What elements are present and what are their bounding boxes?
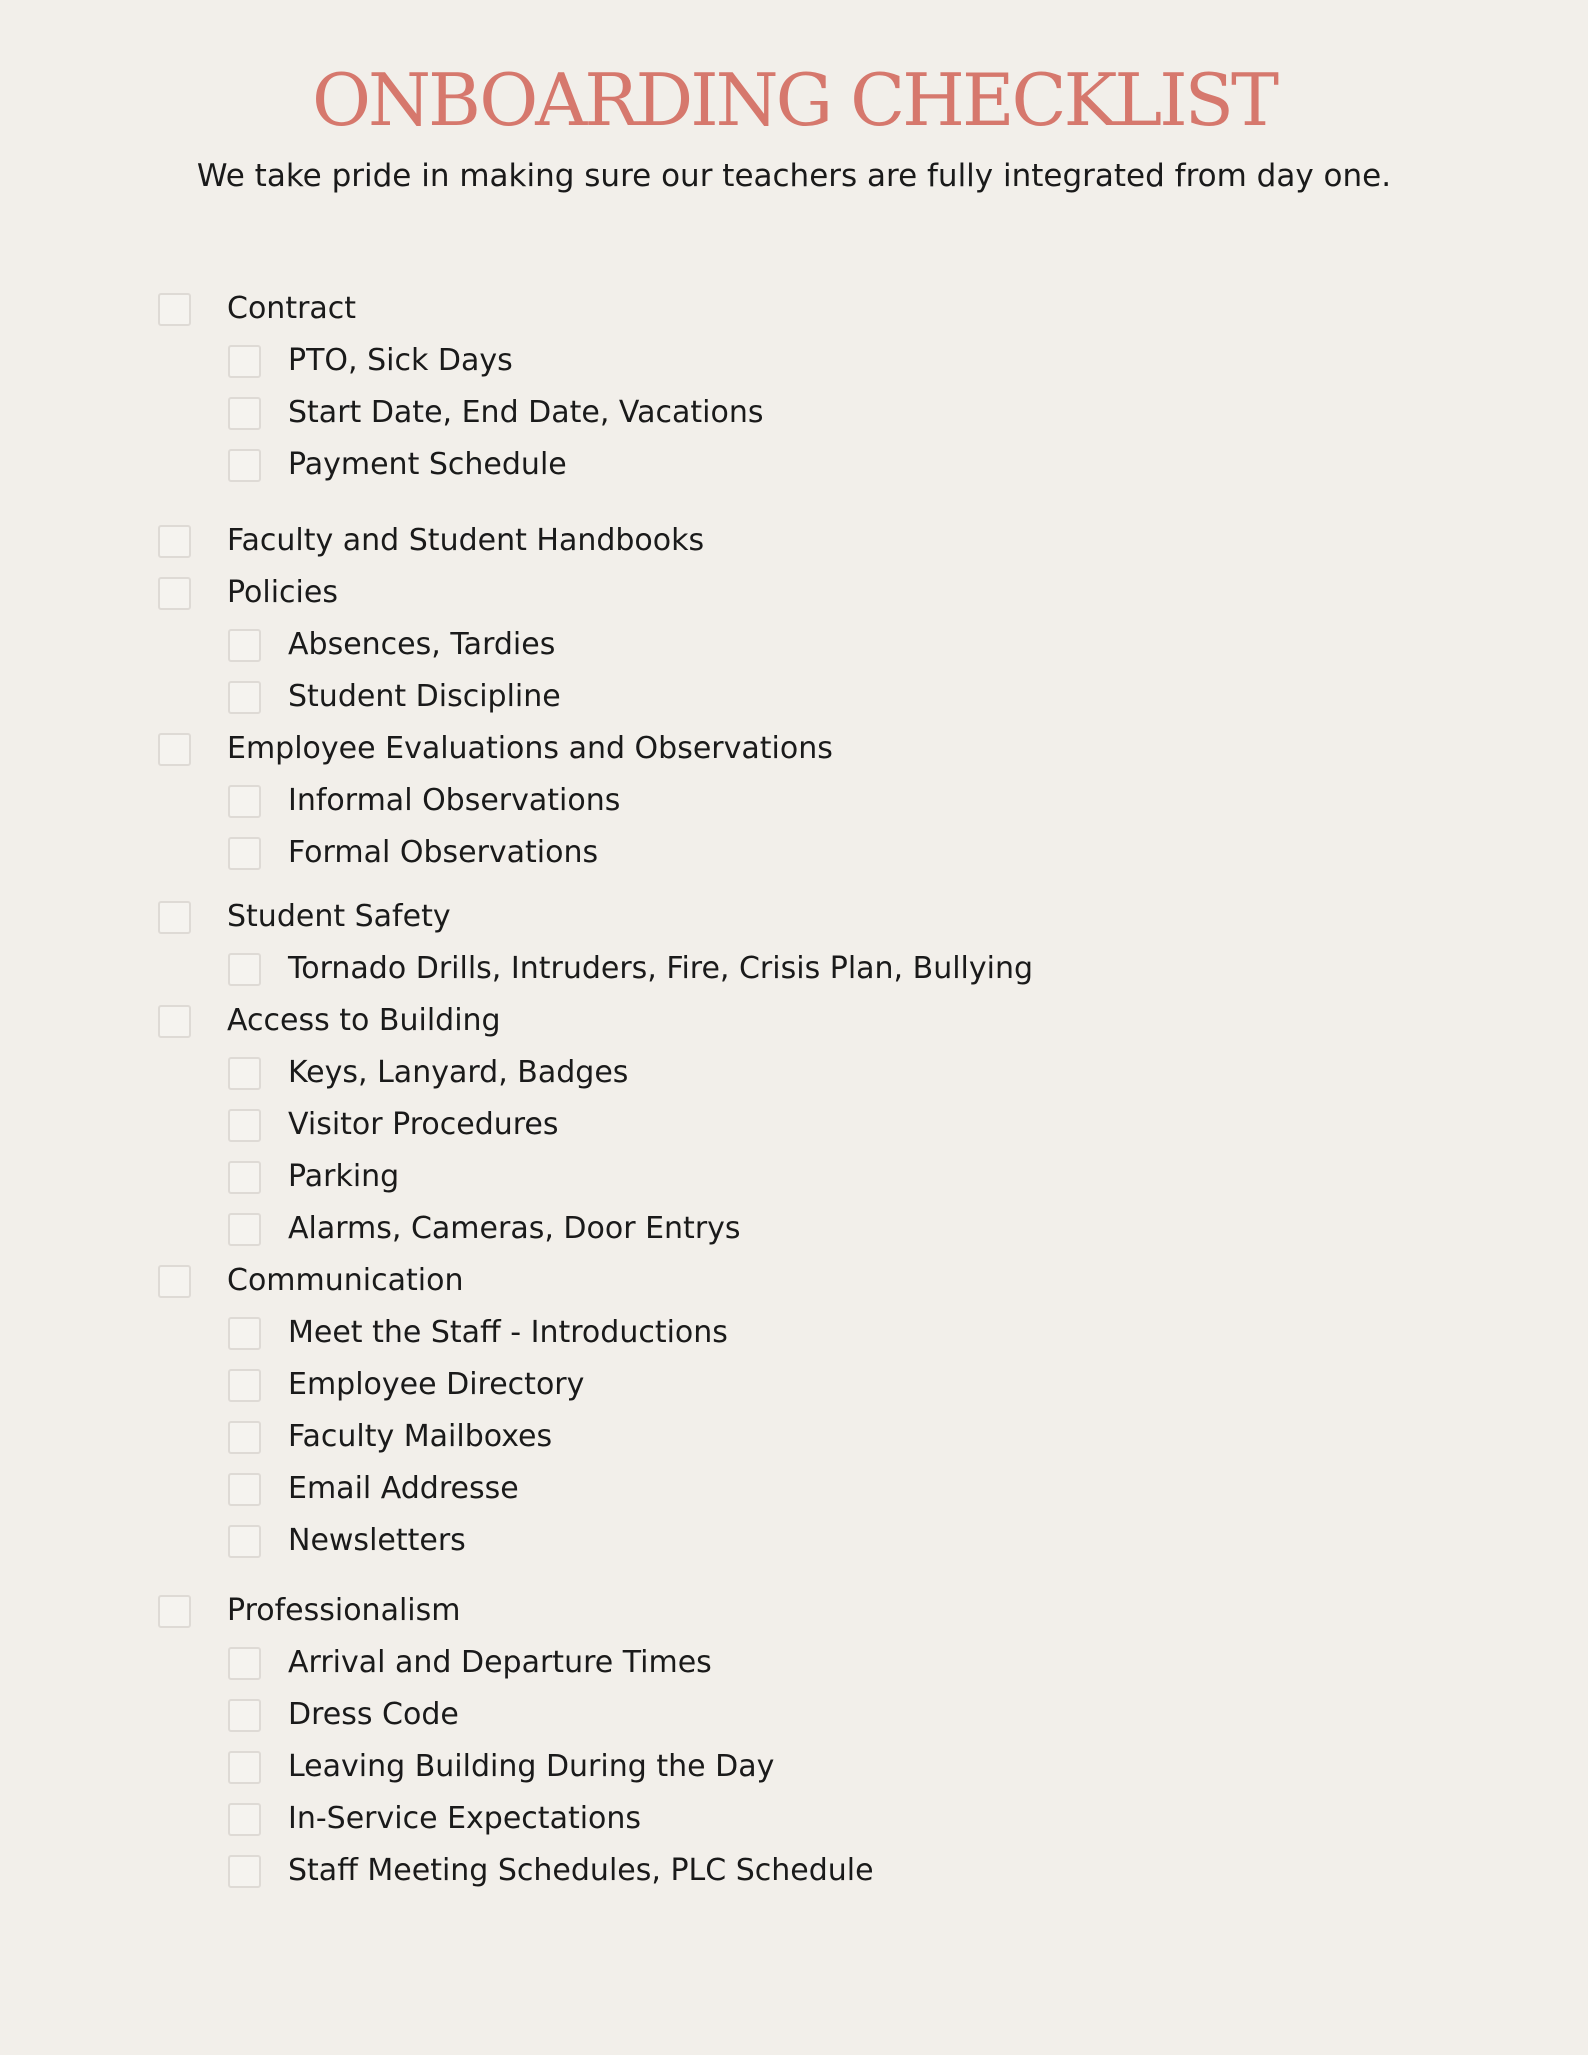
checkbox[interactable] bbox=[158, 1005, 191, 1038]
checklist-item-label: Employee Evaluations and Observations bbox=[227, 731, 833, 766]
checklist-item-policies[interactable] bbox=[158, 573, 338, 613]
checklist-item-label: Dress Code bbox=[288, 1697, 459, 1732]
checkbox[interactable] bbox=[228, 1421, 261, 1454]
checklist-subitem-newsletters[interactable] bbox=[228, 1521, 466, 1561]
checklist-subitem-faculty-mailboxes[interactable] bbox=[228, 1417, 552, 1457]
checklist-item-label: Email Addresse bbox=[288, 1471, 519, 1506]
checkbox[interactable] bbox=[228, 1699, 261, 1732]
checkbox[interactable] bbox=[228, 449, 261, 482]
checklist-item-label: Absences, Tardies bbox=[288, 627, 556, 662]
checklist-subitem-keys-lanyard-badges[interactable] bbox=[228, 1053, 628, 1093]
checklist-subitem-email-address[interactable] bbox=[228, 1469, 519, 1509]
checklist-item-label: Policies bbox=[227, 575, 338, 610]
checkbox[interactable] bbox=[228, 1213, 261, 1246]
checklist-subitem-absences-tardies[interactable] bbox=[228, 625, 555, 665]
page-title: ONBOARDING CHECKLIST bbox=[312, 58, 1276, 142]
checklist-subitem-start-end-vacations[interactable] bbox=[228, 393, 763, 433]
checklist-item-label: Professionalism bbox=[227, 1593, 461, 1628]
checklist-item-label: Meet the Staff - Introductions bbox=[288, 1315, 728, 1350]
checklist-subitem-employee-directory[interactable] bbox=[228, 1365, 584, 1405]
checklist-item-label: Informal Observations bbox=[288, 783, 621, 818]
checkbox[interactable] bbox=[228, 1057, 261, 1090]
checklist-item-communication[interactable] bbox=[158, 1261, 463, 1301]
checkbox[interactable] bbox=[228, 1803, 261, 1836]
checklist-item-label: Faculty and Student Handbooks bbox=[227, 523, 705, 558]
checkbox[interactable] bbox=[228, 1525, 261, 1558]
checkbox[interactable] bbox=[228, 837, 261, 870]
checkbox[interactable] bbox=[228, 1109, 261, 1142]
checklist-subitem-alarms-cameras[interactable] bbox=[228, 1209, 741, 1249]
checkbox[interactable] bbox=[228, 1473, 261, 1506]
checkbox[interactable] bbox=[228, 397, 261, 430]
checklist-item-label: Newsletters bbox=[288, 1523, 466, 1558]
checklist-item-label: In-Service Expectations bbox=[288, 1801, 642, 1836]
checklist-item-label: Start Date, End Date, Vacations bbox=[288, 395, 764, 430]
checklist-item-label: Staff Meeting Schedules, PLC Schedule bbox=[288, 1853, 874, 1888]
checklist-item-label: Student Discipline bbox=[288, 679, 561, 714]
checklist-subitem-pto-sick-days[interactable] bbox=[228, 341, 513, 381]
checkbox[interactable] bbox=[228, 629, 261, 662]
checkbox[interactable] bbox=[228, 1751, 261, 1784]
checklist-item-label: Faculty Mailboxes bbox=[288, 1419, 553, 1454]
checkbox[interactable] bbox=[228, 1161, 261, 1194]
checklist-subitem-in-service[interactable] bbox=[228, 1799, 641, 1839]
checklist-item-label: Contract bbox=[227, 291, 357, 326]
checklist-item-label: Payment Schedule bbox=[288, 447, 567, 482]
checklist-item-label: PTO, Sick Days bbox=[288, 343, 513, 378]
checkbox[interactable] bbox=[228, 785, 261, 818]
checkbox[interactable] bbox=[228, 953, 261, 986]
checklist-item-label: Formal Observations bbox=[288, 835, 599, 870]
checkbox[interactable] bbox=[228, 1369, 261, 1402]
checklist-item-access-to-building[interactable] bbox=[158, 1001, 501, 1041]
checklist-subitem-meet-the-staff[interactable] bbox=[228, 1313, 728, 1353]
checklist-item-label: Parking bbox=[288, 1159, 400, 1194]
checklist-item-label: Keys, Lanyard, Badges bbox=[288, 1055, 629, 1090]
checklist-subitem-informal-observations[interactable] bbox=[228, 781, 620, 821]
checkbox[interactable] bbox=[158, 293, 191, 326]
checklist-subitem-parking[interactable] bbox=[228, 1157, 399, 1197]
checklist-subitem-leaving-building[interactable] bbox=[228, 1747, 774, 1787]
checklist-subitem-dress-code[interactable] bbox=[228, 1695, 459, 1735]
checklist-subitem-arrival-departure[interactable] bbox=[228, 1643, 712, 1683]
checkbox[interactable] bbox=[158, 577, 191, 610]
checkbox[interactable] bbox=[228, 345, 261, 378]
checklist-item-label: Access to Building bbox=[227, 1003, 501, 1038]
checklist-item-label: Tornado Drills, Intruders, Fire, Crisis Plan, Bullying bbox=[288, 951, 1034, 986]
checkbox[interactable] bbox=[228, 1647, 261, 1680]
checklist-item-student-safety[interactable] bbox=[158, 897, 451, 937]
checklist-subitem-visitor-procedures[interactable] bbox=[228, 1105, 559, 1145]
checkbox[interactable] bbox=[228, 681, 261, 714]
checklist-item-label: Visitor Procedures bbox=[288, 1107, 559, 1142]
checklist-item-contract[interactable] bbox=[158, 289, 356, 329]
checklist-item-label: Arrival and Departure Times bbox=[288, 1645, 712, 1680]
checklist-item-professionalism[interactable] bbox=[158, 1591, 460, 1631]
checklist-item-label: Communication bbox=[227, 1263, 464, 1298]
checklist-item-label: Leaving Building During the Day bbox=[288, 1749, 775, 1784]
checkbox[interactable] bbox=[158, 901, 191, 934]
checklist-subitem-staff-meeting-schedules[interactable] bbox=[228, 1851, 874, 1891]
checkbox[interactable] bbox=[158, 525, 191, 558]
checklist-item-label: Student Safety bbox=[227, 899, 451, 934]
checkbox[interactable] bbox=[228, 1855, 261, 1888]
checklist-item-label: Alarms, Cameras, Door Entrys bbox=[288, 1211, 741, 1246]
checklist-item-handbooks[interactable] bbox=[158, 521, 704, 561]
checklist-item-evaluations[interactable] bbox=[158, 729, 833, 769]
checklist-subitem-formal-observations[interactable] bbox=[228, 833, 598, 873]
checkbox[interactable] bbox=[228, 1317, 261, 1350]
checklist-item-label: Employee Directory bbox=[288, 1367, 585, 1402]
checklist-subitem-student-discipline[interactable] bbox=[228, 677, 561, 717]
page-subtitle: We take pride in making sure our teachers are fully integrated from day one. bbox=[196, 158, 1392, 194]
checklist-subitem-safety-drills[interactable] bbox=[228, 949, 1033, 989]
checkbox[interactable] bbox=[158, 733, 191, 766]
checklist-subitem-payment-schedule[interactable] bbox=[228, 445, 567, 485]
checkbox[interactable] bbox=[158, 1265, 191, 1298]
checkbox[interactable] bbox=[158, 1595, 191, 1628]
